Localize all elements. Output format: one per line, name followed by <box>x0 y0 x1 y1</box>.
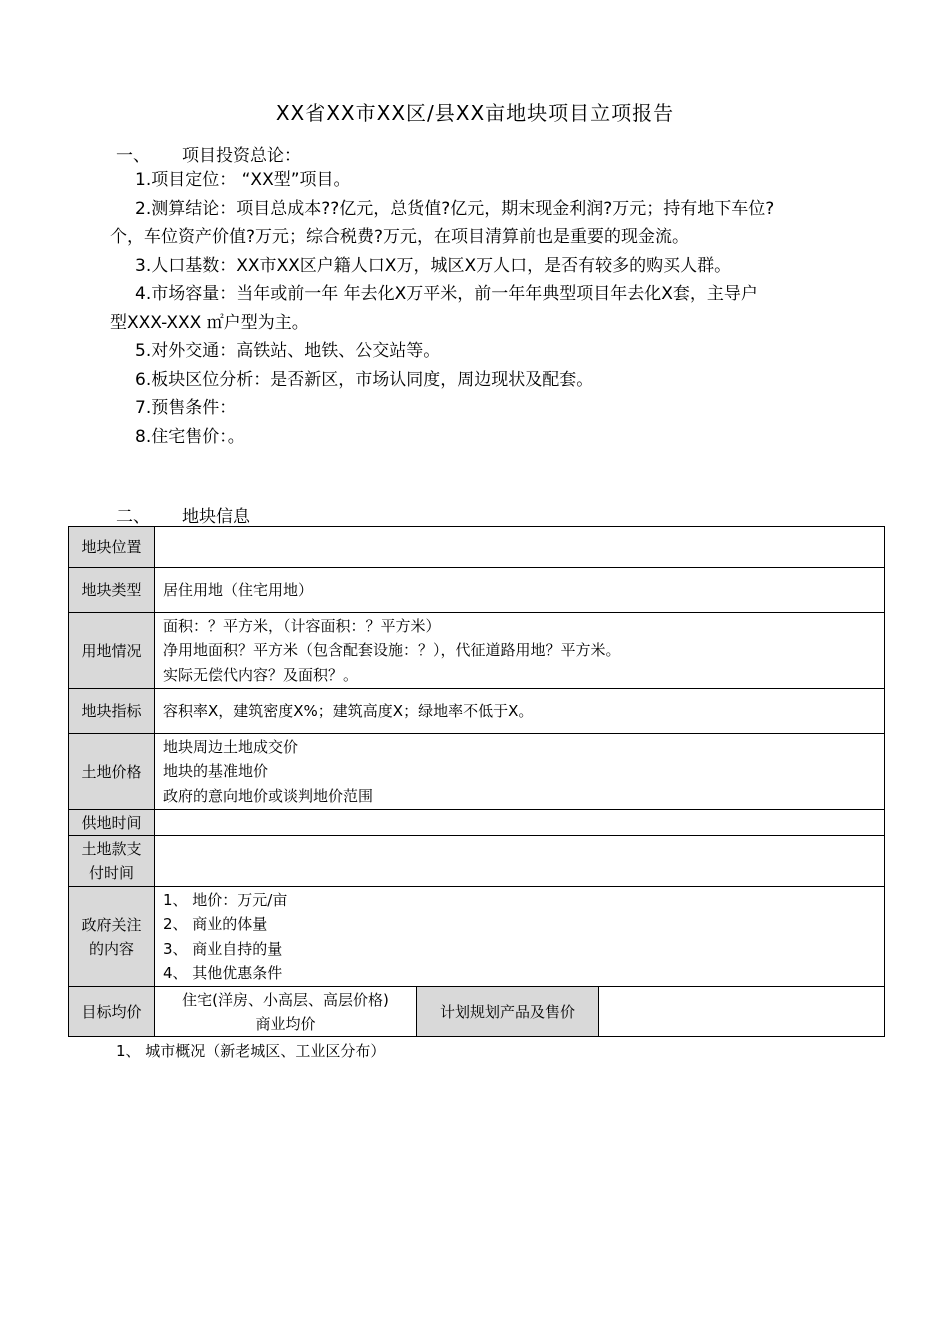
usage-line: 实际无偿代内容？及面积？。 <box>163 665 359 684</box>
city-overview-note: 1、 城市概况（新老城区、工业区分布） <box>116 1042 386 1060</box>
target-line: 住宅(洋房、小高层、高层价格) <box>182 990 389 1009</box>
target-price-value <box>155 987 417 1037</box>
section-title: 地块信息 <box>182 507 250 527</box>
target-price-label: 目标均价 <box>69 987 155 1037</box>
label-line: 土地款支 <box>81 840 142 858</box>
summary-item <box>110 280 855 337</box>
usage-value <box>155 613 885 689</box>
table-row <box>69 810 885 836</box>
summary-item <box>135 423 855 452</box>
summary-item-text: 8.住宅售价：。 <box>135 426 245 447</box>
summary-item-text: 1.项目定位： “XX型”项目。 <box>135 170 351 190</box>
plan-product-value <box>599 987 885 1037</box>
label-line: 付时间 <box>88 864 134 882</box>
summary-list <box>110 166 855 451</box>
payment-time-value <box>155 836 885 887</box>
summary-item-text: 5.对外交通：高铁站、地铁、公交站等。 <box>135 341 441 361</box>
table-row <box>69 689 885 734</box>
summary-item <box>110 195 855 252</box>
table-row <box>69 836 885 887</box>
label-line: 的内容 <box>88 939 134 958</box>
section-number: 二、 <box>116 507 150 527</box>
plan-product-label: 计划规划产品及售价 <box>417 987 599 1037</box>
gov-concerns-label <box>69 887 155 987</box>
summary-item <box>135 394 855 423</box>
section-title: 项目投资总论： <box>182 146 301 166</box>
page-title: XX省XX市XX区/县XX亩地块项目立项报告 <box>275 101 675 125</box>
summary-item-continuation: 个，车位资产价值?万元；综合税费?万元，在项目清算前也是重要的现金流。 <box>110 227 690 247</box>
target-line: 商业均价 <box>255 1014 316 1033</box>
summary-item <box>135 337 855 366</box>
land-price-label: 土地价格 <box>69 734 155 810</box>
table-row <box>69 987 885 1037</box>
location-label: 地块位置 <box>69 527 155 568</box>
gov-line: 2、 商业的体量 <box>163 915 268 933</box>
land-type-value: 居住用地（住宅用地） <box>155 568 885 613</box>
price-line: 地块周边土地成交价 <box>163 737 299 756</box>
index-value: 容积率X，建筑密度X%；建筑高度X；绿地率不低于X。 <box>155 689 885 734</box>
land-type-label: 地块类型 <box>69 568 155 613</box>
payment-time-label <box>69 836 155 887</box>
table-row <box>69 613 885 689</box>
usage-label: 用地情况 <box>69 613 155 689</box>
price-line: 地块的基准地价 <box>163 762 269 781</box>
summary-item-text: 3.人口基数：XX市XX区户籍人口X万，城区X万人口，是否有较多的购买人群。 <box>135 255 732 276</box>
land-info-table <box>68 526 885 1037</box>
table-row <box>69 568 885 613</box>
summary-item <box>135 252 855 281</box>
summary-item-text: 7.预售条件： <box>135 398 237 418</box>
section-number: 一、 <box>116 146 150 166</box>
label-line: 政府关注 <box>81 915 142 934</box>
supply-time-value <box>155 810 885 836</box>
location-value <box>155 527 885 568</box>
price-line: 政府的意向地价或谈判地价范围 <box>163 786 374 805</box>
index-label: 地块指标 <box>69 689 155 734</box>
supply-time-label: 供地时间 <box>69 810 155 836</box>
table-row <box>69 734 885 810</box>
table-row <box>69 527 885 568</box>
gov-line: 4、 其他优惠条件 <box>163 964 283 982</box>
table-row <box>69 887 885 987</box>
gov-concerns-value <box>155 887 885 987</box>
gov-line: 3、 商业自持的量 <box>163 939 283 958</box>
gov-line: 1、 地价：万元/亩 <box>163 890 288 909</box>
summary-item-text: 6.板块区位分析：是否新区，市场认同度，周边现状及配套。 <box>135 369 594 390</box>
usage-line: 净用地面积？平方米（包含配套设施：？），代征道路用地？平方米。 <box>163 641 621 660</box>
summary-item <box>135 366 855 395</box>
summary-item <box>135 166 855 195</box>
usage-line: 面积：？平方米，（计容面积：？平方米） <box>163 616 441 635</box>
summary-item-continuation: 型XXX-XXX ㎡户型为主。 <box>110 312 309 333</box>
section-heading-land-info <box>116 502 250 527</box>
land-price-value <box>155 734 885 810</box>
summary-item-text: 4.市场容量：当年或前一年 年去化X万平米，前一年年典型项目年去化X套，主导户 <box>135 284 758 304</box>
summary-item-text: 2.测算结论：项目总成本??亿元，总货值?亿元，期末现金利润?万元；持有地下车位? <box>135 198 775 219</box>
section-heading-summary <box>116 141 301 166</box>
